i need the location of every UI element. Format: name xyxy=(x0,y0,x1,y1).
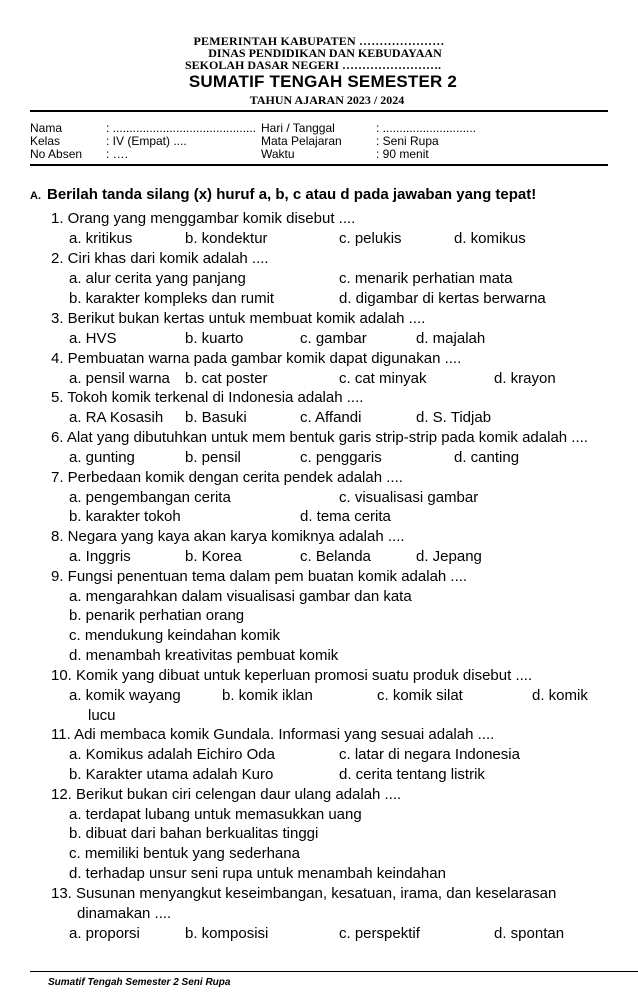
q8-option-c[interactable]: c. Belanda xyxy=(300,548,371,565)
footer-divider xyxy=(30,971,638,972)
question-7: 7. Perbedaan komik dengan cerita pendek adalah .... xyxy=(51,469,403,486)
q9-option-a[interactable]: a. mengarahkan dalam visualisasi gambar dan kata xyxy=(69,588,412,605)
kelas-field: : IV (Empat) .... xyxy=(106,134,187,148)
q4-option-d[interactable]: d. krayon xyxy=(494,370,556,387)
q3-option-b[interactable]: b. kuarto xyxy=(185,330,244,347)
q3-option-d[interactable]: d. majalah xyxy=(416,330,486,347)
q9-option-b[interactable]: b. penarik perhatian orang xyxy=(69,607,245,624)
q12-option-b[interactable]: b. dibuat dari bahan berkualitas tinggi xyxy=(69,825,319,842)
q13-option-a[interactable]: a. proporsi xyxy=(69,925,140,942)
q4-option-c[interactable]: c. cat minyak xyxy=(339,370,427,387)
q2-option-b[interactable]: b. karakter kompleks dan rumit xyxy=(69,290,275,307)
kelas-label: Kelas xyxy=(30,134,61,148)
q1-option-d[interactable]: d. komikus xyxy=(454,230,526,247)
q10-option-d[interactable]: d. komik xyxy=(532,687,588,704)
question-5: 5. Tokoh komik terkenal di Indonesia adalah .... xyxy=(51,389,364,406)
q2-option-d[interactable]: d. digambar di kertas berwarna xyxy=(339,290,546,307)
page-footer: Sumatif Tengah Semester 2 Seni Rupa xyxy=(48,977,231,988)
header-government: PEMERINTAH KABUPATEN ………………… xyxy=(193,34,445,48)
question-11: 11. Adi membaca komik Gundala. Informasi yang sesuai adalah .... xyxy=(51,726,495,743)
q8-option-a[interactable]: a. Inggris xyxy=(69,548,131,565)
q6-option-b[interactable]: b. pensil xyxy=(185,449,241,466)
header-department: DINAS PENDIDIKAN DAN KEBUDAYAAN xyxy=(208,46,442,60)
tanggal-label: Hari / Tanggal xyxy=(261,121,335,135)
q11-option-c[interactable]: c. latar di negara Indonesia xyxy=(339,746,520,763)
mapel-value: : Seni Rupa xyxy=(376,134,439,148)
q4-option-b[interactable]: b. cat poster xyxy=(185,370,268,387)
q11-option-a[interactable]: a. Komikus adalah Eichiro Oda xyxy=(69,746,275,763)
nama-field[interactable]: : ........................................... xyxy=(106,121,257,135)
q8-option-b[interactable]: b. Korea xyxy=(185,548,242,565)
nama-label: Nama xyxy=(30,121,63,135)
q8-option-d[interactable]: d. Jepang xyxy=(416,548,482,565)
q4-option-a[interactable]: a. pensil warna xyxy=(69,370,170,387)
question-2: 2. Ciri khas dari komik adalah .... xyxy=(51,250,269,267)
q6-option-a[interactable]: a. gunting xyxy=(69,449,135,466)
section-instruction xyxy=(30,186,536,203)
question-13-continued: dinamakan .... xyxy=(77,905,172,922)
waktu-value: : 90 menit xyxy=(376,147,429,161)
page-title: SUMATIF TENGAH SEMESTER 2 xyxy=(188,72,458,91)
q9-option-c[interactable]: c. mendukung keindahan komik xyxy=(69,627,280,644)
q3-option-a[interactable]: a. HVS xyxy=(69,330,117,347)
q2-option-a[interactable]: a. alur cerita yang panjang xyxy=(69,270,246,287)
question-3: 3. Berikut bukan kertas untuk membuat komik adalah .... xyxy=(51,310,426,327)
question-6: 6. Alat yang dibutuhkan untuk mem bentuk garis strip-strip pada komik adalah .... xyxy=(51,429,588,446)
q11-option-b[interactable]: b. Karakter utama adalah Kuro xyxy=(69,766,274,783)
question-10: 10. Komik yang dibuat untuk keperluan promosi suatu produk disebut .... xyxy=(51,667,533,684)
waktu-label: Waktu xyxy=(261,147,295,161)
q2-option-c[interactable]: c. menarik perhatian mata xyxy=(339,270,513,287)
q11-option-d[interactable]: d. cerita tentang listrik xyxy=(339,766,485,783)
q13-option-b[interactable]: b. komposisi xyxy=(185,925,269,942)
q13-option-c[interactable]: c. perspektif xyxy=(339,925,420,942)
header-school: SEKOLAH DASAR NEGERI ……………………. xyxy=(184,58,442,72)
question-4: 4. Pembuatan warna pada gambar komik dapat digunakan .... xyxy=(51,350,462,367)
absen-field[interactable]: : …. xyxy=(106,147,129,161)
q7-option-b[interactable]: b. karakter tokoh xyxy=(69,508,181,525)
q1-option-a[interactable]: a. kritikus xyxy=(69,230,133,247)
q10-option-a[interactable]: a. komik wayang xyxy=(69,687,181,704)
question-1: 1. Orang yang menggambar komik disebut .... xyxy=(51,210,356,227)
info-divider xyxy=(30,164,608,166)
absen-label: No Absen xyxy=(30,147,83,161)
q5-option-c[interactable]: c. Affandi xyxy=(300,409,362,426)
q10-option-b[interactable]: b. komik iklan xyxy=(222,687,313,704)
q10-option-c[interactable]: c. komik silat xyxy=(377,687,463,704)
q1-option-c[interactable]: c. pelukis xyxy=(339,230,402,247)
q13-option-d[interactable]: d. spontan xyxy=(494,925,565,942)
q6-option-c[interactable]: c. penggaris xyxy=(300,449,382,466)
q1-option-b[interactable]: b. kondektur xyxy=(185,230,268,247)
mapel-label: Mata Pelajaran xyxy=(261,134,342,148)
header-divider xyxy=(30,110,608,112)
q9-option-d[interactable]: d. menambah kreativitas pembuat komik xyxy=(69,647,339,664)
q5-option-b[interactable]: b. Basuki xyxy=(185,409,247,426)
q7-option-c[interactable]: c. visualisasi gambar xyxy=(339,489,479,506)
q10-option-a-continued: lucu xyxy=(88,707,116,724)
academic-year: TAHUN AJARAN 2023 / 2024 xyxy=(249,93,405,107)
q5-option-d[interactable]: d. S. Tidjab xyxy=(416,409,492,426)
question-9: 9. Fungsi penentuan tema dalam pem buatan komik adalah .... xyxy=(51,568,468,585)
q12-option-a[interactable]: a. terdapat lubang untuk memasukkan uang xyxy=(69,806,362,823)
q7-option-a[interactable]: a. pengembangan cerita xyxy=(69,489,231,506)
q6-option-d[interactable]: d. canting xyxy=(454,449,520,466)
question-13: 13. Susunan menyangkut keseimbangan, kesatuan, irama, dan keselarasan xyxy=(51,885,557,902)
q3-option-c[interactable]: c. gambar xyxy=(300,330,367,347)
instruction-text: Berilah tanda silang (x) huruf a, b, c atau d pada jawaban yang tepat! xyxy=(47,186,537,203)
question-8: 8. Negara yang kaya akan karya komiknya adalah .... xyxy=(51,528,405,545)
q7-option-d[interactable]: d. tema cerita xyxy=(300,508,391,525)
tanggal-field[interactable]: : ............................ xyxy=(376,121,477,135)
q12-option-c[interactable]: c. memiliki bentuk yang sederhana xyxy=(69,845,300,862)
q5-option-a[interactable]: a. RA Kosasih xyxy=(69,409,164,426)
question-12: 12. Berikut bukan ciri celengan daur ulang adalah .... xyxy=(51,786,402,803)
q12-option-d[interactable]: d. terhadap unsur seni rupa untuk menambah keindahan xyxy=(69,865,446,882)
section-letter: A. xyxy=(30,190,41,202)
